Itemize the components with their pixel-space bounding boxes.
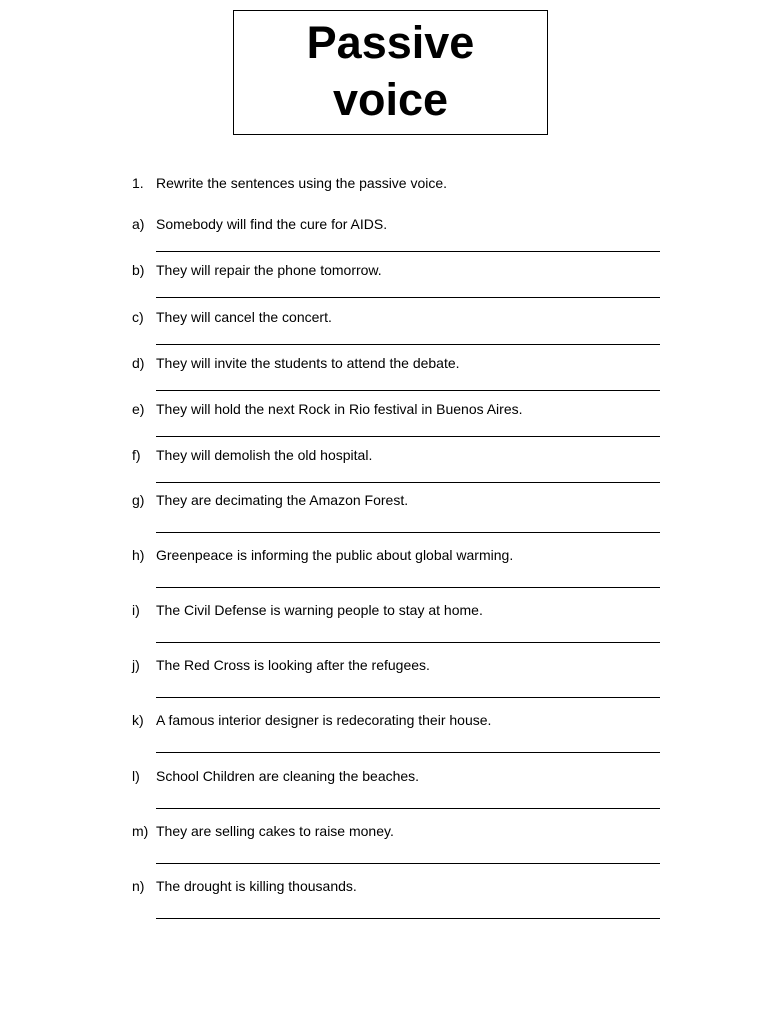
item-sentence: School Children are cleaning the beaches.: [156, 768, 420, 784]
item-marker: g): [132, 492, 145, 508]
item-marker: k): [132, 712, 144, 728]
item-sentence: They will cancel the concert.: [156, 309, 332, 325]
item-sentence: The Red Cross is looking after the refugees.: [156, 657, 430, 673]
answer-line[interactable]: [156, 482, 660, 483]
answer-line[interactable]: [156, 532, 660, 533]
answer-line[interactable]: [156, 251, 660, 252]
answer-line[interactable]: [156, 918, 660, 919]
answer-line[interactable]: [156, 587, 660, 588]
item-marker: e): [132, 401, 145, 417]
item-marker: b): [132, 262, 145, 278]
item-marker: f): [132, 447, 141, 463]
item-sentence: A famous interior designer is redecorating their house.: [156, 712, 492, 728]
answer-line[interactable]: [156, 697, 660, 698]
answer-line[interactable]: [156, 642, 660, 643]
item-marker: m): [132, 823, 149, 839]
item-marker: i): [132, 602, 140, 618]
answer-line[interactable]: [156, 297, 660, 298]
item-marker: j): [132, 657, 140, 673]
item-marker: a): [132, 216, 145, 232]
item-sentence: The drought is killing thousands.: [156, 878, 357, 894]
item-marker: n): [132, 878, 145, 894]
item-sentence: Greenpeace is informing the public about global warming.: [156, 547, 514, 563]
item-marker: h): [132, 547, 145, 563]
item-sentence: The Civil Defense is warning people to stay at home.: [156, 602, 483, 618]
answer-line[interactable]: [156, 863, 660, 864]
answer-line[interactable]: [156, 436, 660, 437]
item-sentence: They are decimating the Amazon Forest.: [156, 492, 409, 508]
title-line-1: Passive: [306, 17, 475, 68]
answer-line[interactable]: [156, 344, 660, 345]
answer-line[interactable]: [156, 390, 660, 391]
answer-line[interactable]: [156, 808, 660, 809]
item-sentence: Somebody will find the cure for AIDS.: [156, 216, 388, 232]
item-sentence: They will hold the next Rock in Rio festival in Buenos Aires.: [156, 401, 523, 417]
title-line-2: voice: [332, 74, 449, 125]
instruction-number: 1.: [132, 175, 144, 191]
item-marker: d): [132, 355, 145, 371]
title-box: [233, 10, 548, 135]
answer-line[interactable]: [156, 752, 660, 753]
item-sentence: They will invite the students to attend the debate.: [156, 355, 460, 371]
item-marker: l): [132, 768, 140, 784]
instruction-text: Rewrite the sentences using the passive voice.: [156, 175, 448, 191]
instruction: [132, 175, 447, 191]
item-sentence: They will repair the phone tomorrow.: [156, 262, 382, 278]
item-sentence: They are selling cakes to raise money.: [156, 823, 394, 839]
item-marker: c): [132, 309, 144, 325]
item-sentence: They will demolish the old hospital.: [156, 447, 373, 463]
